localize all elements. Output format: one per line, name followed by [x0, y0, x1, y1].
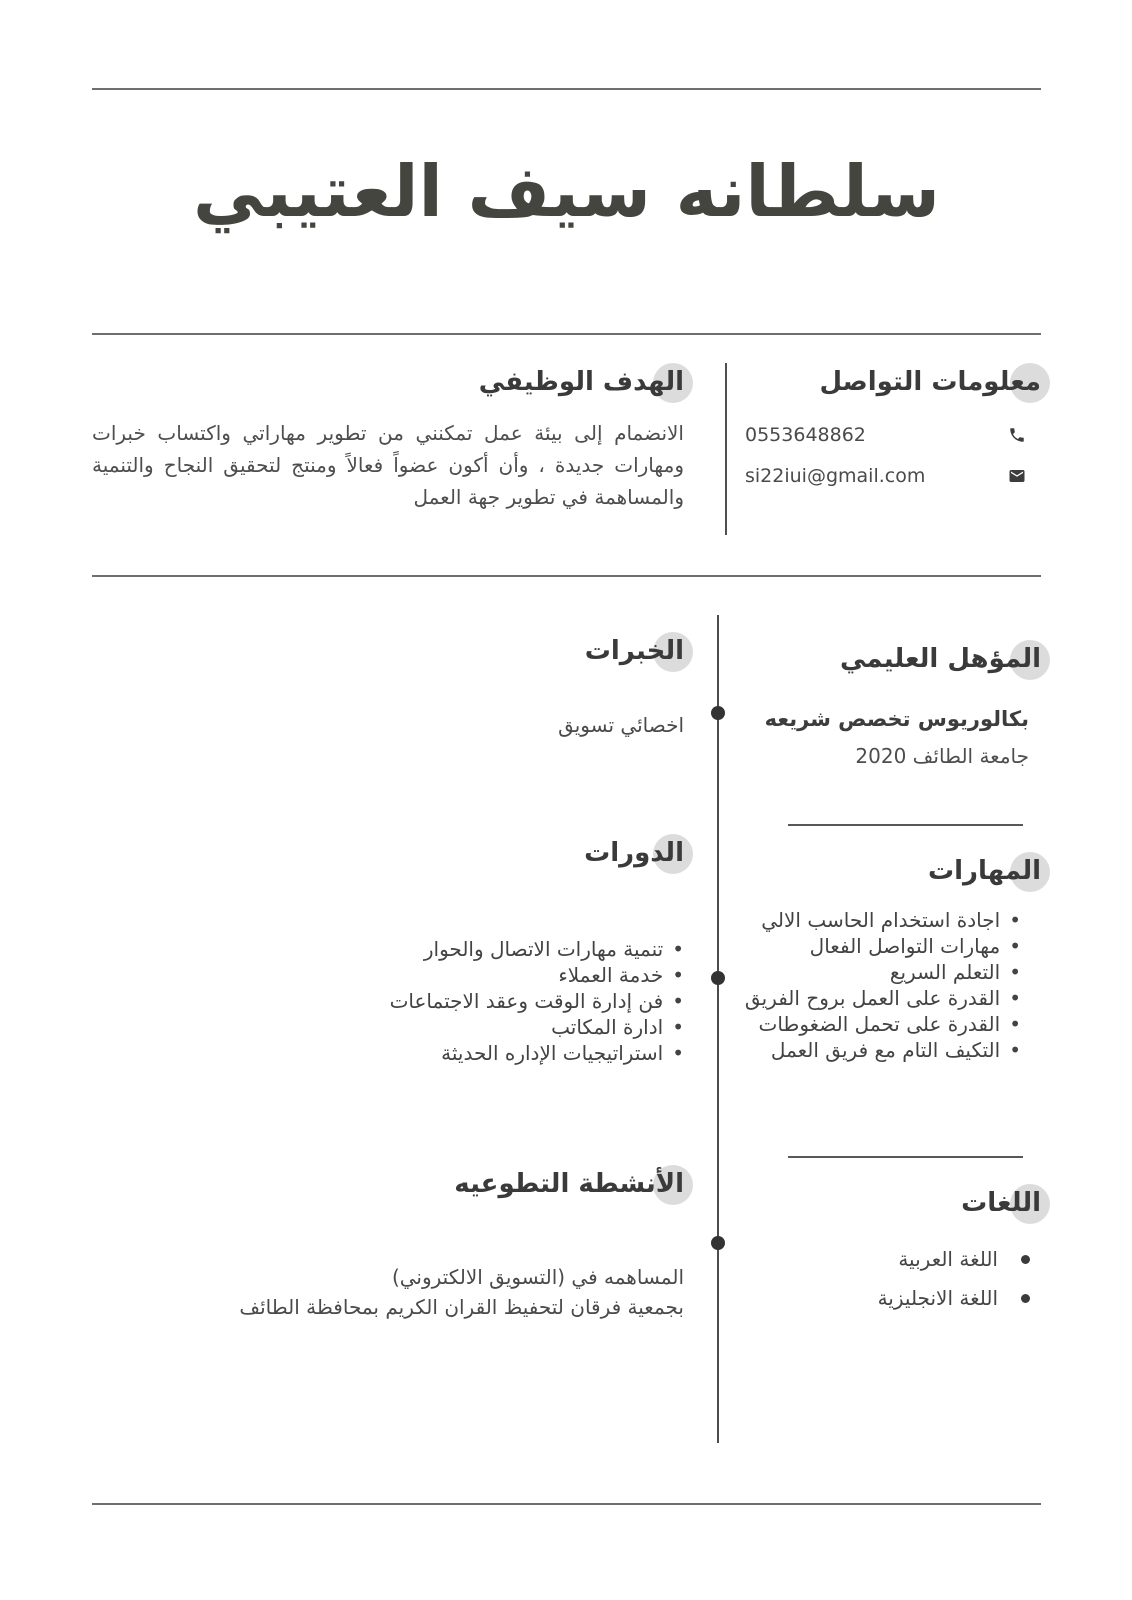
volunteer-line: المساهمه في (التسويق الالكتروني)	[391, 1265, 684, 1290]
volunteer-text	[92, 1262, 684, 1322]
skill-item: • القدرة على تحمل الضغوطات	[725, 1011, 1021, 1037]
section-contact	[725, 363, 1041, 535]
timeline-dot	[711, 706, 725, 720]
skill-item: • اجادة استخدام الحاسب الالي	[725, 907, 1021, 933]
languages-heading: اللغات	[725, 1184, 1041, 1223]
section-skills	[725, 852, 1041, 1063]
column-divider	[788, 824, 1023, 826]
languages-list	[725, 1247, 1041, 1310]
section-experience	[92, 632, 684, 737]
bottom-divider	[92, 1503, 1041, 1505]
objective-text: الانضمام إلى بيئة عمل تمكنني من تطوير مهاراتي واكتساب خبرات ومهارات جديدة ، وأن أكون عضواً فعالاً ومنتج لتحقيق النجاح والتنمية والمساهمة في تطوير جهة العمل	[92, 421, 684, 510]
right-column	[725, 615, 1041, 1445]
timeline-dot	[711, 971, 725, 985]
skill-item: • القدرة على العمل بروح الفريق	[725, 985, 1021, 1011]
section-education	[725, 640, 1041, 768]
top-divider	[92, 88, 1041, 90]
education-school: جامعة الطائف 2020	[855, 744, 1029, 769]
objective-heading: الهدف الوظيفي	[92, 363, 684, 402]
section-divider	[92, 575, 1041, 577]
skills-list	[725, 907, 1041, 1063]
header-divider	[92, 333, 1041, 335]
course-item: • استراتيجيات الإداره الحديثة	[92, 1040, 684, 1066]
left-column	[92, 615, 717, 1445]
timeline-line	[717, 615, 719, 1443]
email-address: si22iui@gmail.com	[745, 465, 926, 488]
candidate-name: سلطانه سيف العتيبي	[193, 150, 940, 233]
phone-icon	[1008, 426, 1026, 444]
volunteer-line: بجمعية فرقان لتحفيظ القران الكريم بمحافظة الطائف	[239, 1295, 684, 1320]
section-volunteer	[92, 1165, 684, 1322]
course-item: • فن إدارة الوقت وعقد الاجتماعات	[92, 988, 684, 1014]
contact-email-row	[727, 465, 1041, 487]
experience-heading: الخبرات	[92, 632, 684, 671]
education-heading: المؤهل العليمي	[725, 640, 1041, 679]
timeline-dot	[711, 1236, 725, 1250]
skill-item: • التعلم السريع	[725, 959, 1021, 985]
course-item: • ادارة المكاتب	[92, 1014, 684, 1040]
experience-item: اخصائي تسويق	[558, 713, 684, 738]
course-item: • خدمة العملاء	[92, 962, 684, 988]
timeline-block	[92, 615, 1041, 1445]
section-objective	[92, 363, 725, 535]
section-languages	[725, 1184, 1041, 1310]
contact-phone-row	[727, 424, 1041, 446]
section-courses	[92, 834, 684, 1066]
course-item: • تنمية مهارات الاتصال والحوار	[92, 936, 684, 962]
education-degree: بكالوريوس تخصص شريعه	[764, 707, 1029, 732]
volunteer-heading: الأنشطة التطوعيه	[92, 1165, 684, 1204]
email-icon	[1008, 467, 1026, 485]
skill-item: • التكيف التام مع فريق العمل	[725, 1037, 1021, 1063]
column-divider	[788, 1156, 1023, 1158]
courses-list	[92, 936, 684, 1066]
courses-heading: الدورات	[92, 834, 684, 873]
language-item: اللغة العربية	[725, 1247, 1030, 1271]
skills-heading: المهارات	[725, 852, 1041, 891]
language-item: اللغة الانجليزية	[725, 1286, 1030, 1310]
phone-number: 0553648862	[745, 424, 866, 447]
contact-objective-block	[92, 363, 1041, 535]
skill-item: • مهارات التواصل الفعال	[725, 933, 1021, 959]
contact-heading: معلومات التواصل	[727, 363, 1041, 402]
